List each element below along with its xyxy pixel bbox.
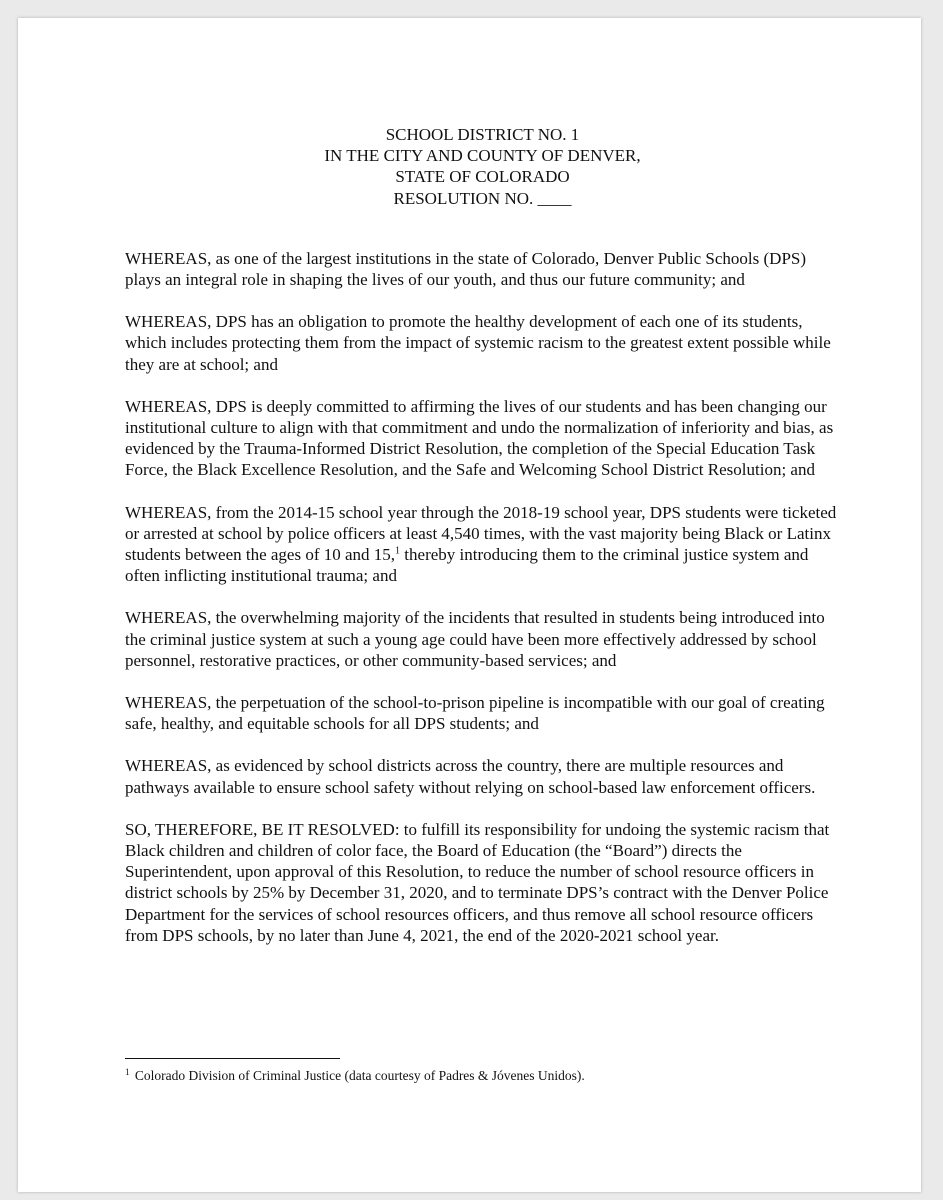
heading-line-resolution-number: RESOLUTION NO. ____ bbox=[393, 188, 572, 208]
footnote bbox=[125, 1068, 840, 1084]
whereas-paragraph-6: WHEREAS, the perpetuation of the school-to-prison pipeline is incompatible with our goal of creating safe, healthy, and equitable schools for all DPS students; and bbox=[125, 693, 825, 734]
whereas-paragraph-1: WHEREAS, as one of the largest institutions in the state of Colorado, Denver Public Schools (DPS) plays an integral role in shaping the lives of our youth, and thus our future community; and bbox=[125, 248, 807, 290]
footnote-mark: 1 bbox=[125, 1066, 130, 1077]
document-page bbox=[18, 18, 921, 1192]
whereas-paragraph-4-part-a: WHEREAS, from the 2014-15 school year through the 2018-19 school year, DPS students were ticketed or arrested at school by police officers at least 4,540 times, with the vast majority being Black or Latinx students between the ages of 10 and 15, bbox=[125, 502, 837, 565]
document-body bbox=[125, 124, 840, 967]
whereas-paragraph-5: WHEREAS, the overwhelming majority of the incidents that resulted in students being introduced into the criminal justice system at such a young age could have been more effectively addressed by school personnel, restorative practices, or other community-based services; and bbox=[125, 608, 825, 670]
whereas-paragraph-7: WHEREAS, as evidenced by school districts across the country, there are multiple resources and pathways available to ensure school safety without relying on school-based law enforcement officers. bbox=[125, 756, 816, 797]
footnote-divider bbox=[125, 1058, 340, 1059]
whereas-paragraph-2: WHEREAS, DPS has an obligation to promote the healthy development of each one of its students, which includes protecting them from the impact of systemic racism to the greatest extent possible while they are at school; and bbox=[125, 312, 831, 374]
whereas-paragraph-4 bbox=[125, 502, 840, 587]
resolved-paragraph: SO, THEREFORE, BE IT RESOLVED: to fulfill its responsibility for undoing the systemic racism that Black children and children of color face, the Board of Education (the “Board”) directs the Superintendent, upon approval of this Resolution, to reduce the number of school resource officers in district schools by 25% by December 31, 2020, and to terminate DPS’s contract with the Denver Police Department for the services of school resources officers, and thus remove all school resource officers from DPS schools, by no later than June 4, 2021, the end of the 2020-2021 school year. bbox=[125, 819, 830, 945]
resolution-heading bbox=[125, 124, 840, 209]
footnote-text: Colorado Division of Criminal Justice (data courtesy of Padres & Jóvenes Unidos). bbox=[134, 1068, 585, 1083]
footnote-reference: 1 bbox=[395, 545, 401, 557]
heading-line-city: IN THE CITY AND COUNTY OF DENVER, bbox=[324, 146, 641, 166]
heading-line-state: STATE OF COLORADO bbox=[395, 167, 570, 187]
whereas-paragraph-4-part-b: thereby introducing them to the criminal justice system and often inflicting institutional trauma; and bbox=[125, 545, 809, 586]
whereas-paragraph-3: WHEREAS, DPS is deeply committed to affirming the lives of our students and has been changing our institutional culture to align with that commitment and undo the normalization of inferiority and bias, as evidenced by the Trauma-Informed District Resolution, the completion of the Special Education Task Force, the Black Excellence Resolution, and the Safe and Welcoming School District Resolution; and bbox=[125, 396, 834, 480]
heading-line-district: SCHOOL DISTRICT NO. 1 bbox=[385, 125, 580, 144]
